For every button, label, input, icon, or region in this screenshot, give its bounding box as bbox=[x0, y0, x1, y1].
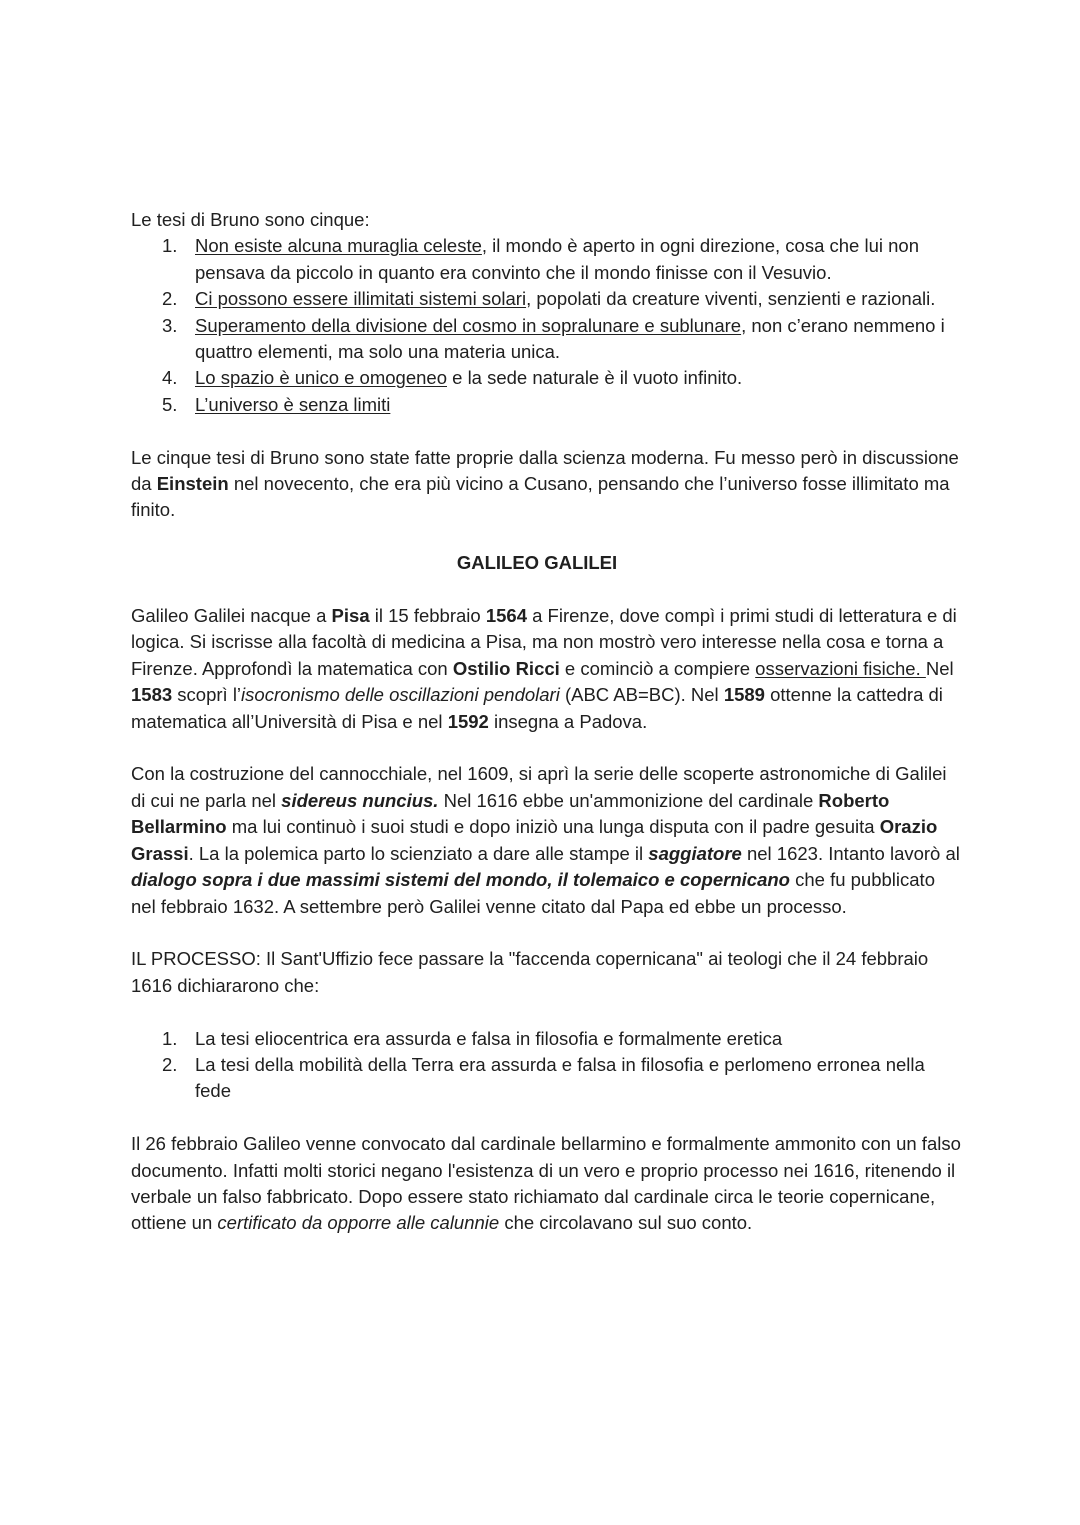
bold-italic-term: sidereus nuncius. bbox=[281, 789, 439, 811]
text-run: che circolavano sul suo conto. bbox=[499, 1212, 753, 1234]
text-run: nel 1623. Intanto lavorò al bbox=[741, 842, 960, 864]
thesis-text: e la sede naturale è il vuoto infinito. bbox=[447, 367, 743, 389]
bold-term: Einstein bbox=[156, 473, 229, 495]
list-number: 1. bbox=[162, 235, 178, 257]
list-item bbox=[131, 1052, 961, 1105]
section-title: GALILEO GALILEI bbox=[456, 552, 618, 574]
text-run: (ABC AB=BC). Nel bbox=[559, 684, 724, 706]
text-run: Nel 1616 ebbe un'ammonizione del cardinale bbox=[438, 789, 819, 811]
galileo-bio-paragraph bbox=[131, 603, 961, 735]
list-number: 1. bbox=[162, 1027, 178, 1049]
text-run: Con la costruzione del cannocchiale, nel 1609, si aprì la serie delle scoperte astronomiche di Galilei di cui ne parla nel bbox=[131, 763, 947, 811]
list-number: 3. bbox=[162, 314, 178, 336]
bold-italic-term: dialogo sopra i due massimi sistemi del mondo, il tolemaico e copernicano bbox=[131, 869, 790, 891]
text-run: che fu pubblicato nel febbraio 1632. A settembre però Galilei venne citato dal Papa ed ebbe un processo. bbox=[131, 869, 935, 917]
list-text: La tesi della mobilità della Terra era assurda e falsa in filosofia e perlomeno erronea nella fede bbox=[195, 1053, 925, 1102]
text-run: . La la polemica parto lo scienziato a dare alle stampe il bbox=[188, 842, 649, 864]
processo-intro: IL PROCESSO: Il Sant'Uffizio fece passare la "faccenda copernicana" ai teologi che il 24 febbraio 1616 dichiararono che: bbox=[131, 948, 929, 996]
list-item bbox=[131, 365, 961, 391]
thesis-text: , popolati da creature viventi, senzienti e razionali. bbox=[526, 288, 936, 310]
text-run: ottenne la cattedra di matematica all’Università di Pisa e nel bbox=[131, 684, 943, 732]
bold-term: 1564 bbox=[485, 605, 527, 627]
bold-term: 1589 bbox=[723, 684, 765, 706]
thesis-underlined: Ci possono essere illimitati sistemi solari bbox=[195, 288, 527, 310]
list-item bbox=[131, 286, 961, 312]
text-run: Il 26 febbraio Galileo venne convocato dal cardinale bellarmino e formalmente ammonito con un falso documento. Infatti molti storici negano l'esistenza di un vero e proprio processo nei 1616, ritenendo il verbale un falso fabbricato. Dopo essere stato richiamato dal cardinale circa le teorie copernicane, ottiene un bbox=[131, 1133, 961, 1234]
bold-term: Ostilio Ricci bbox=[452, 657, 560, 679]
bold-term: 1592 bbox=[447, 710, 489, 732]
text-run: il 15 febbraio bbox=[369, 605, 486, 627]
bruno-conclusion bbox=[131, 445, 961, 524]
bold-italic-term: saggiatore bbox=[648, 842, 742, 864]
thesis-underlined: Superamento della divisione del cosmo in sopralunare e sublunare bbox=[195, 314, 742, 336]
italic-term: certificato da opporre alle calunnie bbox=[217, 1212, 500, 1234]
bold-term: Roberto Bellarmino bbox=[131, 789, 890, 838]
text-run: e cominciò a compiere bbox=[559, 657, 756, 679]
galileo-discoveries-paragraph bbox=[131, 761, 961, 919]
text-run: a Firenze, dove compì i primi studi di letteratura e di logica. Si iscrisse alla facoltà di medicina a Pisa, ma non mostrò vero interesse nella cosa e torna a Firenze. Approfondì la matematica con bbox=[131, 605, 957, 679]
text-run: insegna a Padova. bbox=[488, 710, 648, 732]
italic-term: isocronismo delle oscillazioni pendolari bbox=[241, 684, 560, 706]
document-page bbox=[131, 207, 961, 1237]
bruno-theses-list bbox=[131, 233, 961, 418]
thesis-underlined: Non esiste alcuna muraglia celeste bbox=[195, 235, 482, 257]
thesis-text: , il mondo è aperto in ogni direzione, cosa che lui non pensava da piccolo in quanto era convinto che il mondo finisse con il Vesuvio. bbox=[195, 235, 919, 283]
bold-term: 1583 bbox=[131, 684, 173, 706]
list-number: 5. bbox=[162, 393, 178, 415]
list-number: 2. bbox=[162, 1053, 178, 1075]
list-number: 4. bbox=[162, 367, 178, 389]
list-item bbox=[131, 392, 961, 418]
thesis-underlined: L’universo è senza limiti bbox=[195, 393, 391, 415]
bold-term: Pisa bbox=[331, 605, 370, 627]
text-run: Galileo Galilei nacque a bbox=[131, 605, 332, 627]
thesis-underlined: Lo spazio è unico e omogeneo bbox=[195, 367, 447, 389]
text-run: nel novecento, che era più vicino a Cusano, pensando che l’universo fosse illimitato ma finito. bbox=[131, 473, 950, 521]
processo-list bbox=[131, 1026, 961, 1105]
underlined-term: osservazioni fisiche. bbox=[755, 657, 926, 679]
bold-term: Orazio Grassi bbox=[131, 816, 938, 864]
thesis-text: , non c’erano nemmeno i quattro elementi, ma solo una materia unica. bbox=[195, 314, 945, 363]
list-item bbox=[131, 1026, 961, 1052]
list-number: 2. bbox=[162, 288, 178, 310]
galileo-ammonizione-paragraph bbox=[131, 1131, 961, 1237]
list-item bbox=[131, 233, 961, 286]
text-run: Nel bbox=[925, 657, 954, 679]
text-run: ma lui continuò i suoi studi e dopo iniziò una lunga disputa con il padre gesuita bbox=[226, 816, 880, 838]
list-text: La tesi eliocentrica era assurda e falsa in filosofia e formalmente eretica bbox=[195, 1027, 783, 1049]
text-run: Le cinque tesi di Bruno sono state fatte proprie dalla scienza moderna. Fu messo però in discussione da bbox=[131, 446, 959, 495]
bruno-intro: Le tesi di Bruno sono cinque: bbox=[131, 209, 370, 230]
text-run: scoprì l’ bbox=[172, 684, 242, 706]
list-item bbox=[131, 313, 961, 366]
